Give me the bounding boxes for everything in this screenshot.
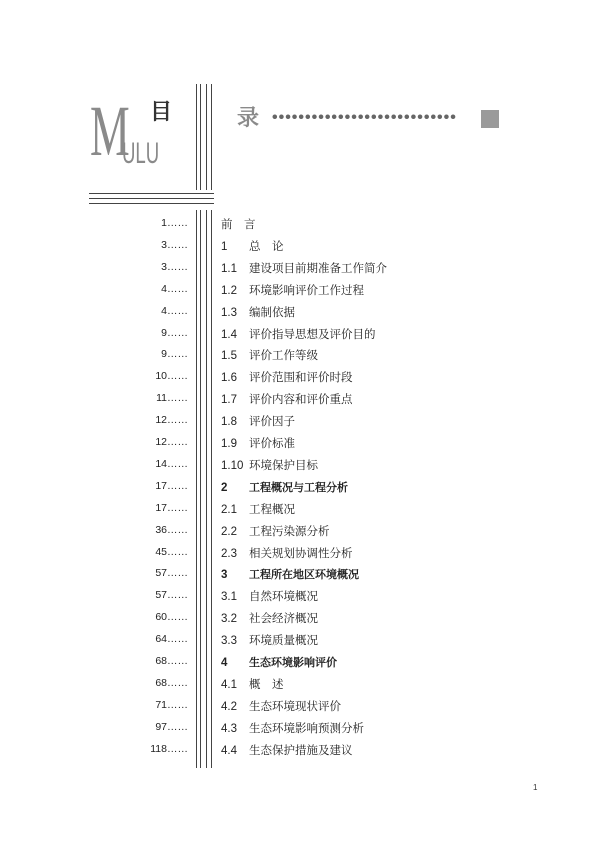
vertical-rule <box>200 84 201 190</box>
toc-section-number: 1.5 <box>221 350 237 363</box>
vertical-rule <box>206 84 207 190</box>
toc-row[interactable] <box>0 431 595 453</box>
toc-entry <box>221 435 295 451</box>
toc-page-number: 12…… <box>155 436 188 448</box>
toc-row[interactable] <box>0 322 595 344</box>
toc-section-number: 3.3 <box>221 635 237 648</box>
toc-section-number: 1.7 <box>221 394 237 407</box>
gray-square-decoration <box>481 110 499 128</box>
toc-row[interactable] <box>0 738 595 760</box>
toc-page-number: 57…… <box>155 589 188 602</box>
toc-row[interactable] <box>0 650 595 672</box>
toc-section-number: 1.9 <box>221 438 237 450</box>
toc-entry <box>221 304 295 320</box>
toc-section-number: 1.2 <box>221 284 237 297</box>
toc-section-number: 4.1 <box>221 678 237 691</box>
toc-entry <box>221 282 364 298</box>
toc-section-title: 自然环境概况 <box>249 589 318 604</box>
toc-page-number: 64…… <box>155 633 188 646</box>
toc-row[interactable] <box>0 387 595 409</box>
toc-section-title: 评价指导思想及评价目的 <box>249 326 376 341</box>
toc-page-number: 57…… <box>155 567 188 580</box>
toc-entry <box>221 545 353 561</box>
toc-page-number: 4…… <box>161 282 188 295</box>
toc-row[interactable] <box>0 694 595 716</box>
toc-entry <box>221 413 295 429</box>
toc-row[interactable] <box>0 584 595 606</box>
toc-section-number: 1.1 <box>221 262 237 275</box>
toc-entry <box>221 566 359 582</box>
toc-page-number: 12…… <box>155 414 188 427</box>
toc-page-number: 71…… <box>155 698 188 711</box>
logo-char-mu: 目 <box>150 100 173 125</box>
toc-section-number: 4 <box>221 657 228 669</box>
toc-entry <box>221 391 353 407</box>
toc-page-number: 17…… <box>155 479 188 492</box>
toc-section-number: 3.1 <box>221 591 237 604</box>
toc-section-title: 生态环境影响评价 <box>249 656 337 669</box>
toc-entry <box>221 479 348 495</box>
toc-section-number: 1.4 <box>221 328 237 341</box>
toc-section-title: 建设项目前期准备工作简介 <box>249 260 387 275</box>
toc-section-title: 相关规划协调性分析 <box>249 545 353 560</box>
toc-section-title: 生态环境影响预测分析 <box>249 720 364 735</box>
toc-page-number: 68…… <box>155 655 188 667</box>
logo-letters-ulu: ULU <box>122 137 160 170</box>
horizontal-rule <box>89 203 214 204</box>
toc-row[interactable] <box>0 365 595 387</box>
toc-section-title: 工程概况 <box>249 501 295 516</box>
toc-section-number: 1.10 <box>221 459 244 472</box>
toc-entry <box>221 216 256 232</box>
toc-row[interactable] <box>0 343 595 365</box>
toc-section-title: 总 论 <box>249 238 284 253</box>
toc-page-number: 118…… <box>150 742 188 755</box>
toc-row[interactable] <box>0 212 595 234</box>
toc-section-title: 概 述 <box>249 676 284 691</box>
toc-page-number: 9…… <box>161 326 188 339</box>
toc-row[interactable] <box>0 519 595 541</box>
toc-row[interactable] <box>0 541 595 563</box>
toc-entry <box>221 260 387 276</box>
toc-page-number: 11…… <box>156 392 188 405</box>
toc-entry <box>221 523 330 539</box>
toc-row[interactable] <box>0 453 595 475</box>
toc-page-number: 17…… <box>155 501 188 514</box>
toc-page-number: 1…… <box>161 217 188 229</box>
toc-entry <box>221 654 337 670</box>
toc-page-number: 45…… <box>155 545 188 558</box>
toc-section-number: 1.6 <box>221 372 237 385</box>
toc-section-title: 前 言 <box>221 217 256 231</box>
toc-page-number: 14…… <box>155 457 188 470</box>
toc-section-title: 评价标准 <box>249 436 295 450</box>
toc-page-number: 97…… <box>155 720 188 733</box>
toc-page-number: 4…… <box>161 304 188 317</box>
toc-section-number: 2 <box>221 481 228 494</box>
toc-page-number: 10…… <box>155 370 188 383</box>
toc-row[interactable] <box>0 300 595 322</box>
toc-entry <box>221 720 364 736</box>
toc-section-title: 评价范围和评价时段 <box>249 370 353 385</box>
toc-row[interactable] <box>0 628 595 650</box>
toc-section-number: 4.4 <box>221 744 237 757</box>
title-char-lu: 录 <box>237 106 260 131</box>
toc-entry <box>221 632 318 648</box>
toc-row[interactable] <box>0 497 595 519</box>
toc-entry <box>221 742 353 758</box>
toc-section-title: 环境质量概况 <box>249 633 318 648</box>
toc-section-title: 生态保护措施及建议 <box>249 742 353 757</box>
toc-section-number: 2.3 <box>221 547 237 560</box>
toc-section-number: 4.2 <box>221 700 237 713</box>
toc-section-title: 编制依据 <box>249 304 295 319</box>
toc-entry <box>221 238 284 254</box>
vertical-rule <box>196 84 197 190</box>
toc-row[interactable] <box>0 234 595 256</box>
toc-page-number: 9…… <box>161 348 188 361</box>
toc-section-number: 1 <box>221 240 228 253</box>
toc-section-title: 评价工作等级 <box>249 348 318 363</box>
dot-leader: •••••••••••••••••••••••••••• <box>272 110 457 126</box>
toc-section-title: 环境保护目标 <box>249 457 318 472</box>
toc-entry <box>221 501 295 517</box>
toc-entry <box>221 610 318 626</box>
toc-row[interactable] <box>0 716 595 738</box>
toc-page-number: 3…… <box>161 238 188 251</box>
toc-entry <box>221 676 284 692</box>
toc-row[interactable] <box>0 606 595 628</box>
horizontal-rule <box>89 198 214 199</box>
toc-section-title: 工程所在地区环境概况 <box>249 568 359 582</box>
toc-row[interactable] <box>0 256 595 278</box>
toc-section-title: 评价内容和评价重点 <box>249 392 353 407</box>
toc-entry <box>221 698 341 714</box>
toc-row[interactable] <box>0 562 595 584</box>
toc-row[interactable] <box>0 475 595 497</box>
toc-section-number: 2.2 <box>221 525 237 538</box>
toc-section-title: 生态环境现状评价 <box>249 698 341 713</box>
toc-entry <box>221 588 318 604</box>
toc-section-title: 评价因子 <box>249 414 295 429</box>
toc-page-number: 3…… <box>161 260 188 273</box>
toc-row[interactable] <box>0 409 595 431</box>
toc-section-title: 社会经济概况 <box>249 611 318 626</box>
vertical-rule <box>211 84 212 190</box>
page-number: 1 <box>533 783 538 792</box>
toc-section-number: 3.2 <box>221 613 237 626</box>
toc-section-number: 3 <box>221 569 228 582</box>
toc-section-number: 1.8 <box>221 416 237 429</box>
horizontal-rule <box>89 193 214 194</box>
toc-row[interactable] <box>0 278 595 300</box>
toc-section-title: 环境影响评价工作过程 <box>249 282 364 297</box>
toc-page-number: 68…… <box>155 676 188 689</box>
toc-entry <box>221 347 318 363</box>
toc-section-title: 工程污染源分析 <box>249 523 330 538</box>
toc-page-number: 60…… <box>155 611 188 624</box>
logo-letter-m: M <box>90 91 130 171</box>
toc-entry <box>221 457 318 473</box>
toc-entry <box>221 369 353 385</box>
toc-section-number: 4.3 <box>221 722 237 735</box>
toc-page-number: 36…… <box>155 523 188 536</box>
toc-row[interactable] <box>0 672 595 694</box>
toc-section-title: 工程概况与工程分析 <box>249 480 348 494</box>
toc-section-number: 2.1 <box>221 503 237 516</box>
toc-section-number: 1.3 <box>221 306 237 319</box>
toc-entry <box>221 326 376 342</box>
